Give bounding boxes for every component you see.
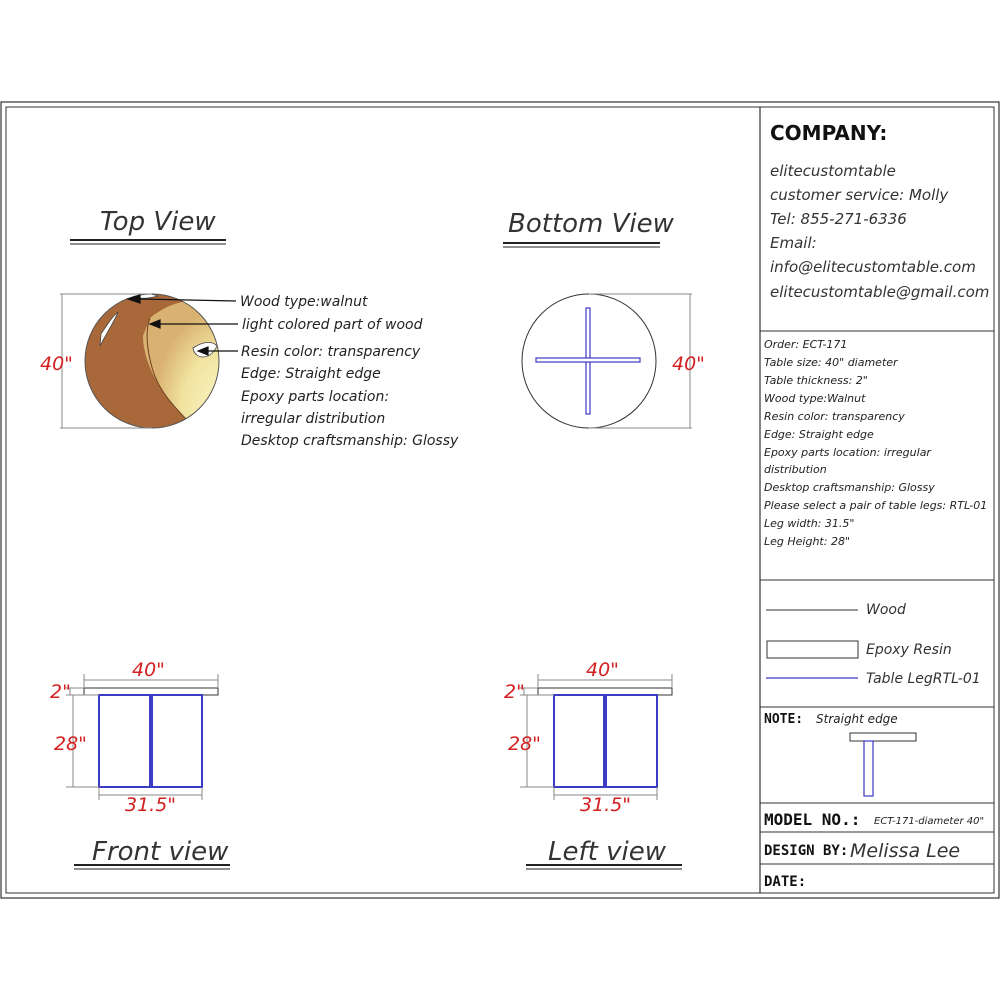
spec-leg-height: Leg Height: 28" [764, 535, 850, 548]
spec-thickness: Table thickness: 2" [764, 374, 868, 387]
left-leg-right [606, 695, 657, 787]
left-view-title: Left view [548, 837, 666, 867]
top-view-tabletop [85, 294, 240, 440]
spec-craftsmanship: Desktop craftsmanship: Glossy [764, 481, 935, 494]
top-view-title: Top View [100, 207, 216, 237]
company-email-2: elitecustomtable@gmail.com [770, 283, 990, 301]
top-view-diameter-label: 40" [40, 353, 73, 375]
left-leg-width-label: 31.5" [580, 794, 632, 816]
company-email-1: info@elitecustomtable.com [770, 258, 976, 276]
annotation-light-wood: light colored part of wood [242, 317, 423, 333]
front-height-label: 28" [54, 733, 87, 755]
note-edge-tabletop [850, 733, 916, 741]
company-tel: Tel: 855-271-6336 [770, 210, 907, 228]
company-name: elitecustomtable [770, 162, 896, 180]
bottom-view-diameter-label: 40" [672, 353, 705, 375]
annotation-edge: Edge: Straight edge [241, 366, 381, 382]
left-view-table [538, 688, 672, 787]
spec-wood-type: Wood type:Walnut [764, 392, 866, 405]
company-email-label: Email: [770, 234, 817, 252]
legend-resin-swatch [767, 641, 858, 658]
note-value: Straight edge [816, 712, 898, 726]
date-label: DATE: [764, 874, 807, 890]
company-heading: COMPANY: [770, 121, 888, 145]
annotation-epoxy-distribution: irregular distribution [241, 411, 386, 427]
spec-epoxy-distribution: distribution [764, 463, 827, 476]
company-service: customer service: Molly [770, 186, 949, 204]
annotation-epoxy-location: Epoxy parts location: [241, 389, 390, 405]
front-diameter-label: 40" [132, 659, 165, 681]
left-diameter-label: 40" [586, 659, 619, 681]
left-tabletop [538, 688, 672, 695]
model-label: MODEL NO.: [764, 810, 861, 829]
left-height-label: 28" [508, 733, 541, 755]
design-label: DESIGN BY: [764, 843, 849, 859]
front-leg-right [152, 695, 202, 787]
front-leg-width-label: 31.5" [125, 794, 177, 816]
legend-resin-label: Epoxy Resin [866, 642, 952, 658]
left-thickness-label: 2" [504, 681, 525, 703]
spec-table-legs: Please select a pair of table legs: RTL-01 [764, 499, 988, 512]
legend-wood-label: Wood [866, 602, 906, 618]
note-label: NOTE: [764, 712, 804, 727]
spec-leg-width: Leg width: 31.5" [764, 517, 855, 530]
front-thickness-label: 2" [50, 681, 71, 703]
spec-table-size: Table size: 40" diameter [764, 356, 898, 369]
front-view-table [84, 688, 218, 787]
spec-edge: Edge: Straight edge [764, 428, 874, 441]
front-view-title: Front view [92, 837, 229, 867]
spec-resin-color: Resin color: transparency [764, 410, 905, 423]
spec-epoxy-location: Epoxy parts location: irregular [764, 446, 931, 459]
note-edge-leg [864, 741, 873, 796]
spec-order: Order: ECT-171 [764, 338, 848, 351]
bottom-view-tabletop [522, 294, 656, 428]
legend-leg-label: Table LegRTL-01 [866, 671, 981, 687]
front-tabletop [84, 688, 218, 695]
annotation-wood-type: Wood type:walnut [240, 294, 368, 310]
model-value: ECT-171-diameter 40" [874, 816, 985, 827]
left-leg-left [554, 695, 604, 787]
bottom-view-title: Bottom View [508, 209, 674, 239]
bottom-leg-bar-horizontal [536, 358, 640, 362]
annotation-resin-color: Resin color: transparency [241, 344, 421, 360]
annotation-craftsmanship: Desktop craftsmanship: Glossy [241, 433, 459, 449]
design-value: Melissa Lee [850, 840, 961, 862]
front-leg-left [99, 695, 150, 787]
